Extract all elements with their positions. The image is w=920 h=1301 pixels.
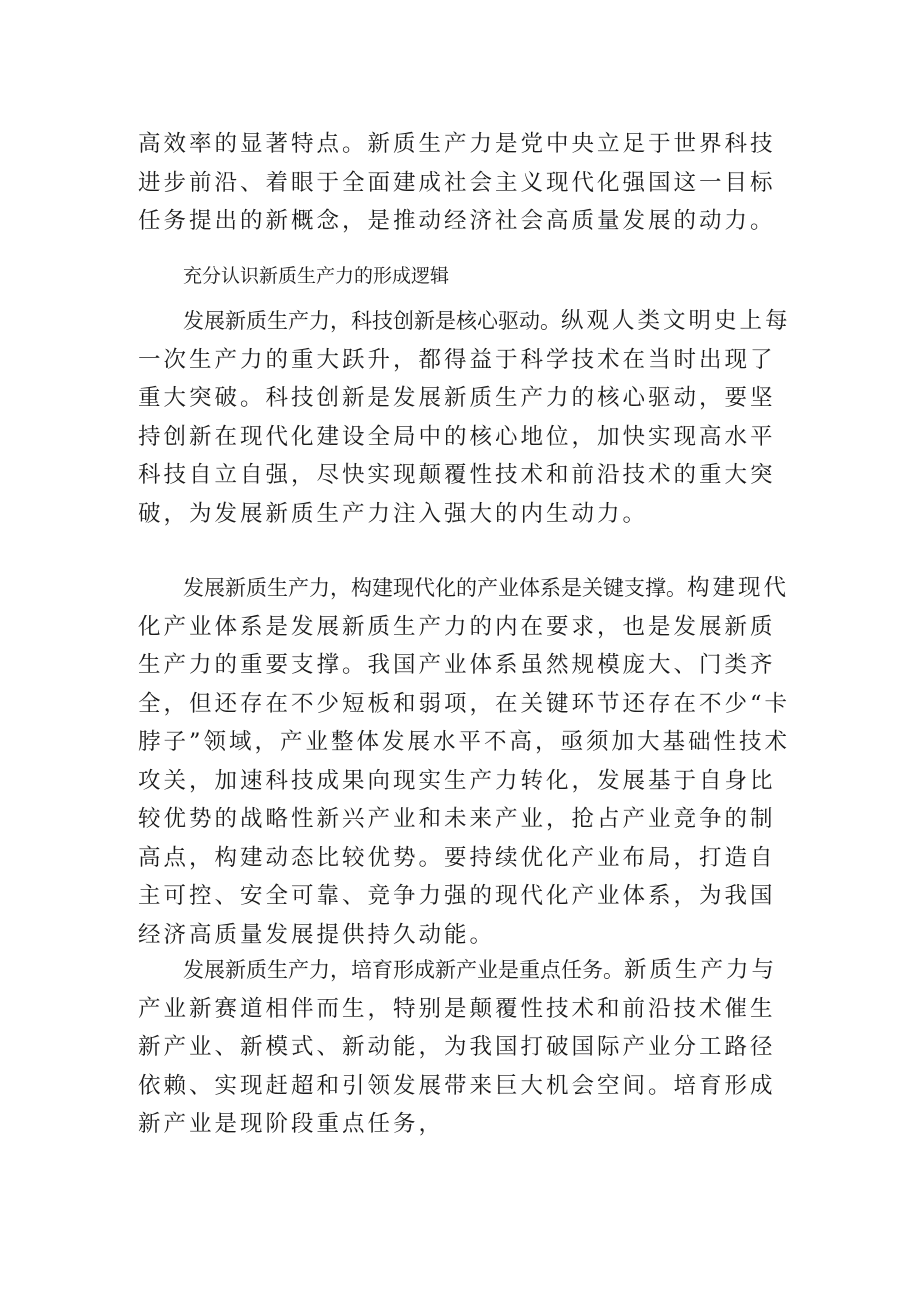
paragraph-tech-innovation (138, 302, 798, 533)
intro-text: 高效率的显著特点。新质生产力是党中央立足于世界科技进步前沿、着眼于全面建成社会主义现代化强国这一目标任务提出的新概念，是推动经济社会高质量发展的动力。 (138, 131, 776, 234)
paragraph-body: 新质生产力与产业新赛道相伴而生，特别是颠覆性技术和前沿技术催生新产业、新模式、新动能，为我国打破国际产业分工路径依赖、实现赶超和引领发展带来巨大机会空间。培育形成新产业是现阶段重点任务， (138, 957, 778, 1137)
paragraph-lead: 发展新质生产力，培育形成新产业是重点任务。 (183, 958, 624, 982)
section-heading: 充分认识新质生产力的形成逻辑 (183, 265, 450, 287)
paragraph-body: 纵观人类文明史上每一次生产力的重大跃升，都得益于科学技术在当时出现了重大突破。科技创新是发展新质生产力的核心驱动，要坚持创新在现代化建设全局中的核心地位，加快实现高水平科技自立自强，尽快实现颠覆性技术和前沿技术的重大突破，为发展新质生产力注入强大的内生动力。 (138, 308, 791, 527)
paragraph-lead: 发展新质生产力，构建现代化的产业体系是关键支撑。 (183, 576, 687, 600)
paragraph-lead: 发展新质生产力，科技创新是核心驱动。 (183, 309, 561, 333)
paragraph-body: 构建现代化产业体系是发展新质生产力的内在要求，也是发展新质生产力的重要支撑。我国产业体系虽然规模庞大、门类齐全，但还存在不少短板和弱项，在关键环节还存在不少“卡脖子”领域，产业整体发展水平不高，亟须加大基础性技术攻关，加速科技成果向现实生产力转化，发展基于自身比较优势的战略性新兴产业和未来产业，抢占产业竞争的制高点，构建动态比较优势。要持续优化产业布局，打造自主可控、安全可靠、竞争力强的现代化产业体系，为我国经济高质量发展提供持久动能。 (138, 575, 791, 948)
intro-paragraph (138, 125, 798, 241)
paragraph-industrial-system (138, 569, 798, 954)
paragraph-new-industries (138, 951, 798, 1144)
